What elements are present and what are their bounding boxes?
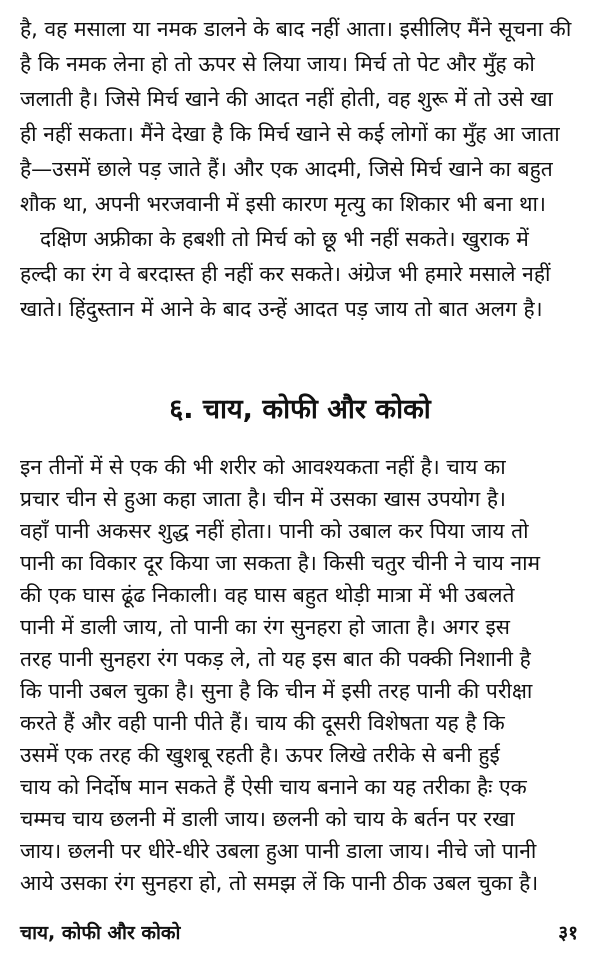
page-number: ३१ (558, 922, 578, 944)
paragraph-line: उसमें एक तरह की खुशबू रहती है। ऊपर लिखे तरीके से बनी हुई (20, 743, 500, 767)
paragraph-line: जलाती है। जिसे मिर्च खाने की आदत नहीं होती, वह शुरू में तो उसे खा (20, 87, 553, 111)
running-footer-title: चाय, कोफी और कोको (20, 922, 181, 944)
paragraph-line: इन तीनों में से एक की भी शरीर को आवश्यकता नहीं है। चाय का (20, 455, 506, 479)
paragraph-line: तरह पानी सुनहरा रंग पकड़ ले, तो यह इस बात की पक्की निशानी है (20, 647, 531, 671)
paragraph-line: है कि नमक लेना हो तो ऊपर से लिया जाय। मिर्च तो पेट और मुँह को (20, 52, 535, 76)
paragraph-line: पानी में डाली जाय, तो पानी का रंग सुनहरा हो जाता है। अगर इस (20, 615, 510, 639)
paragraph-line: आये उसका रंग सुनहरा हो, तो समझ लें कि पानी ठीक उबल चुका है। (20, 871, 539, 895)
paragraph-line: शौक था, अपनी भरजवानी में इसी कारण मृत्यु का शिकार भी बना था। (20, 192, 546, 216)
paragraph-line: वहाँ पानी अकसर शुद्ध नहीं होता। पानी को उबाल कर पिया जाय तो (20, 519, 529, 543)
paragraph-line: चाय को निर्दोष मान सकते हैं ऐसी चाय बनाने का यह तरीका हैः एक (20, 775, 527, 799)
paragraph-line: चम्मच चाय छलनी में डाली जाय। छलनी को चाय के बर्तन पर रखा (20, 807, 515, 831)
paragraph-line: ही नहीं सकता। मैंने देखा है कि मिर्च खाने से कई लोगों का मुँह आ जाता (20, 122, 560, 146)
paragraph-line: दक्षिण अफ्रीका के हबशी तो मिर्च को छू भी नहीं सकते। खुराक में (40, 227, 529, 251)
paragraph-line: पानी का विकार दूर किया जा सकता है। किसी चतुर चीनी ने चाय नाम (20, 551, 541, 575)
paragraph-line: है, वह मसाला या नमक डालने के बाद नहीं आता। इसीलिए मैंने सूचना की (20, 17, 572, 41)
paragraph-line: की एक घास ढूंढ निकाली। वह घास बहुत थोड़ी मात्रा में भी उबलते (20, 583, 515, 607)
paragraph-line: कि पानी उबल चुका है। सुना है कि चीन में इसी तरह पानी की परीक्षा (20, 679, 533, 703)
paragraph-line: करते हैं और वही पानी पीते हैं। चाय की दूसरी विशेषता यह है कि (20, 711, 505, 735)
paragraph-line: है—उसमें छाले पड़ जाते हैं। और एक आदमी, जिसे मिर्च खाने का बहुत (20, 157, 553, 181)
paragraph-line: प्रचार चीन से हुआ कहा जाता है। चीन में उसका खास उपयोग है। (20, 487, 506, 511)
paragraph-line: हल्दी का रंग वे बरदास्त ही नहीं कर सकते। अंग्रेज भी हमारे मसाले नहीं (20, 262, 551, 286)
paragraph-line: खाते। हिंदुस्तान में आने के बाद उन्हें आदत पड़ जाय तो बात अलग है। (20, 297, 543, 321)
paragraph-line: जाय। छलनी पर धीरे-धीरे उबला हुआ पानी डाला जाय। नीचे जो पानी (20, 839, 537, 863)
chapter-heading: ६. चाय, कोफी और कोको (169, 394, 431, 425)
